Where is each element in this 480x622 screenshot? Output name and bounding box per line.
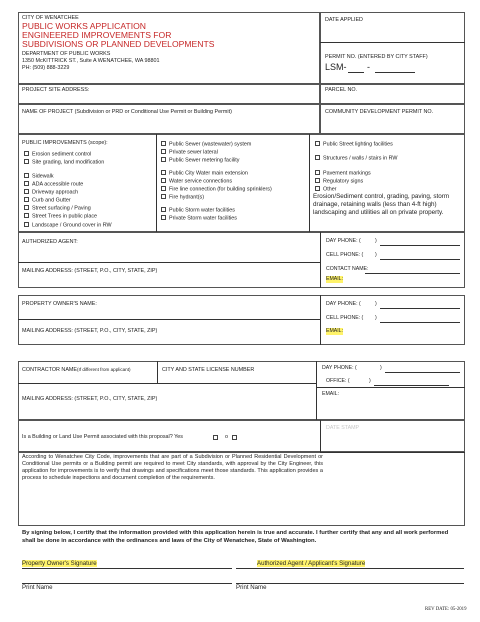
checkbox-item[interactable]: Structures / walls / stairs in RW	[315, 155, 398, 163]
improvements-col1-group1	[24, 151, 104, 167]
agent-day-phone-paren: )	[375, 238, 377, 244]
owner-cell-phone-label: CELL PHONE: (	[326, 315, 364, 321]
agent-contact-name-field[interactable]	[365, 273, 460, 274]
no-label: o	[225, 434, 228, 440]
checkbox[interactable]	[315, 141, 320, 146]
agent-print-name-label: Print Name	[236, 584, 267, 591]
checkbox[interactable]	[24, 159, 29, 164]
improvements-col2-group2	[161, 170, 272, 202]
checkbox[interactable]	[24, 173, 29, 178]
checkbox[interactable]	[315, 186, 320, 191]
contractor-day-phone-field[interactable]	[385, 372, 460, 373]
checkbox-item[interactable]: Erosion sediment control	[24, 151, 104, 159]
checkbox-item[interactable]: Curb and Gutter	[24, 197, 112, 205]
department-address: 1350 McKITTRICK ST., Suite A WENATCHEE, WA 98801	[22, 58, 160, 64]
site-address-label: PROJECT SITE ADDRESS:	[22, 87, 90, 93]
checkbox-item[interactable]: Private Storm water facilities	[161, 215, 237, 223]
checkbox-item[interactable]: ADA accessible route	[24, 181, 112, 189]
other-description[interactable]: Erosion/Sediment control, grading, paving, storm drainage, retaining walls (less than 4-ft high) landscaping and utilities all on private property.	[313, 193, 450, 216]
improvements-col3-group2	[315, 155, 398, 163]
owner-cell-phone-field[interactable]	[380, 322, 460, 323]
checkbox[interactable]	[315, 155, 320, 160]
agent-mailing-label: MAILING ADDRESS: (STREET, P.O., CITY, STATE, ZIP)	[22, 268, 158, 274]
agent-cell-phone-label: CELL PHONE: (	[326, 252, 364, 258]
owner-day-phone-label: DAY PHONE: (	[326, 301, 361, 307]
checkbox-item[interactable]: Driveway approach	[24, 189, 112, 197]
lsm-prefix: LSM-	[325, 62, 347, 72]
owner-print-name-line[interactable]	[22, 583, 232, 584]
improvements-col2-group1	[161, 141, 251, 165]
improvements-col2-group3	[161, 207, 237, 223]
owner-signature-line[interactable]	[22, 568, 232, 569]
checkbox[interactable]	[161, 207, 166, 212]
owner-mailing-label: MAILING ADDRESS: (STREET, P.O., CITY, STATE, ZIP)	[22, 328, 158, 334]
date-stamp-label: DATE STAMP	[326, 425, 360, 431]
contractor-mailing-label: MAILING ADDRESS: (STREET, P.O., CITY, STATE, ZIP)	[22, 396, 158, 402]
checkbox-item[interactable]: Fire hydrant(s)	[161, 194, 272, 202]
parcel-no-label: PARCEL NO.	[325, 87, 358, 93]
checkbox-item[interactable]: Public Sewer metering facility	[161, 157, 251, 165]
contractor-office-label: OFFICE: (	[326, 378, 350, 384]
checkbox[interactable]	[161, 178, 166, 183]
city-name: CITY OF WENATCHEE	[22, 15, 79, 21]
lsm-field-2[interactable]	[375, 72, 415, 73]
checkbox-item[interactable]: Street Trees in public place	[24, 213, 112, 221]
agent-label: AUTHORIZED AGENT:	[22, 239, 78, 245]
checkbox[interactable]	[315, 170, 320, 175]
owner-print-name-label: Print Name	[22, 584, 53, 591]
checkbox[interactable]	[24, 151, 29, 156]
checkbox-item[interactable]: Private sewer lateral	[161, 149, 251, 157]
contractor-day-phone-paren: )	[380, 365, 382, 371]
checkbox[interactable]	[161, 215, 166, 220]
improvements-col3-group1	[315, 141, 393, 149]
certification-text: By signing below, I certify that the information provided with this application herein is true and accurate. I further certify that any and all work performed shall be done in accordance with the ordinances and laws of the City of Wenatchee, State of Washington.	[22, 530, 449, 544]
checkbox[interactable]	[315, 178, 320, 183]
owner-signature-label: Property Owner's Signature	[22, 560, 97, 567]
owner-label: PROPERTY OWNER'S NAME:	[22, 301, 97, 307]
form-title-line-1: PUBLIC WORKS APPLICATION	[22, 21, 147, 31]
department-phone: PH: (509) 888-3229	[22, 65, 70, 71]
no-checkbox[interactable]	[232, 435, 237, 440]
form-title-line-2: ENGINEERED IMPROVEMENTS FOR	[22, 30, 172, 40]
owner-cell-phone-paren: )	[375, 315, 377, 321]
checkbox[interactable]	[161, 186, 166, 191]
contractor-label: CONTRACTOR NAME(If different from applicant)	[22, 367, 131, 373]
checkbox[interactable]	[161, 149, 166, 154]
city-code-notice: According to Wenatchee City Code, improvements that are part of a Subdivision or Planned Residential Development or Conditional Use permits or a Building permit are required to meet City standards, with approval by the City Engineer, this application for improvements is to verify that drawings and specifications meet those standards. This application provides a process to schedule inspections and document completion of the requirements.	[22, 454, 323, 482]
improvements-col1-group2	[24, 173, 112, 230]
checkbox[interactable]	[161, 170, 166, 175]
agent-contact-name-label: CONTACT NAME:	[326, 266, 369, 272]
form-title-line-3: SUBDIVISIONS OR PLANNED DEVELOPMENTS	[22, 39, 215, 49]
lsm-dash: -	[367, 62, 370, 72]
permit-question: Is a Building or Land Use Permit associated with this proposal? Yes	[22, 434, 183, 440]
checkbox[interactable]	[24, 213, 29, 218]
checkbox-item[interactable]: Public Sewer (wastewater) system	[161, 141, 251, 149]
permit-no-label: PERMIT NO. (ENTERED BY CITY STAFF)	[325, 54, 428, 60]
checkbox[interactable]	[161, 194, 166, 199]
owner-email-label: EMAIL:	[326, 328, 344, 334]
agent-signature-line[interactable]	[236, 568, 464, 569]
revision-date: REV DATE: 05-2019	[425, 607, 467, 612]
checkbox-item[interactable]: Landscape / Ground cover in RW	[24, 222, 112, 230]
checkbox-item[interactable]: Pavement markings	[315, 170, 371, 178]
contractor-email-label: EMAIL:	[322, 391, 340, 397]
checkbox-item[interactable]: Sidewalk	[24, 173, 112, 181]
checkbox[interactable]	[161, 141, 166, 146]
checkbox-item[interactable]: Water service connections	[161, 178, 272, 186]
checkbox[interactable]	[161, 157, 166, 162]
agent-signature-label: Authorized Agent / Applicant's Signature	[257, 560, 366, 567]
contractor-office-field[interactable]	[374, 385, 449, 386]
checkbox[interactable]	[24, 197, 29, 202]
checkbox-item[interactable]: Fire line connection (for building sprinklers)	[161, 186, 272, 194]
contractor-license-label: CITY AND STATE LICENSE NUMBER	[162, 367, 255, 373]
checkbox-item[interactable]: Site grading, land modification	[24, 159, 104, 167]
project-name-label: NAME OF PROJECT (Subdivision or PRD or Conditional Use Permit or Building Permit)	[22, 109, 232, 115]
agent-day-phone-field[interactable]	[380, 245, 460, 246]
agent-section	[18, 232, 465, 288]
owner-day-phone-paren: )	[375, 301, 377, 307]
agent-cell-phone-field[interactable]	[380, 259, 460, 260]
checkbox-item[interactable]: Street surfacing / Paving	[24, 205, 112, 213]
cd-permit-label: COMMUNITY DEVELOPMENT PERMIT NO.	[325, 109, 434, 115]
owner-day-phone-field[interactable]	[380, 308, 460, 309]
checkbox-item[interactable]: Public Street lighting facilities	[315, 141, 393, 149]
checkbox-item[interactable]: Public City Water main extension	[161, 170, 272, 178]
checkbox[interactable]	[24, 205, 29, 210]
checkbox-item[interactable]: Other	[315, 186, 371, 194]
agent-day-phone-label: DAY PHONE: (	[326, 238, 361, 244]
lsm-field-1[interactable]	[348, 72, 364, 73]
agent-print-name-line[interactable]	[236, 583, 464, 584]
checkbox[interactable]	[24, 189, 29, 194]
improvements-heading: PUBLIC IMPROVEMENTS (scope):	[22, 140, 108, 146]
agent-email-label: EMAIL:	[326, 276, 344, 282]
date-applied-label: DATE APPLIED	[325, 17, 363, 23]
checkbox-item[interactable]: Public Storm water facilities	[161, 207, 237, 215]
agent-cell-phone-paren: )	[375, 252, 377, 258]
checkbox[interactable]	[24, 222, 29, 227]
contractor-office-paren: )	[369, 378, 371, 384]
contractor-day-phone-label: DAY PHONE: (	[322, 365, 357, 371]
checkbox[interactable]	[24, 181, 29, 186]
checkbox-item[interactable]: Regulatory signs	[315, 178, 371, 186]
department-name: DEPARTMENT OF PUBLIC WORKS	[22, 51, 111, 57]
yes-checkbox[interactable]	[213, 435, 218, 440]
improvements-col3-group3	[315, 170, 371, 194]
